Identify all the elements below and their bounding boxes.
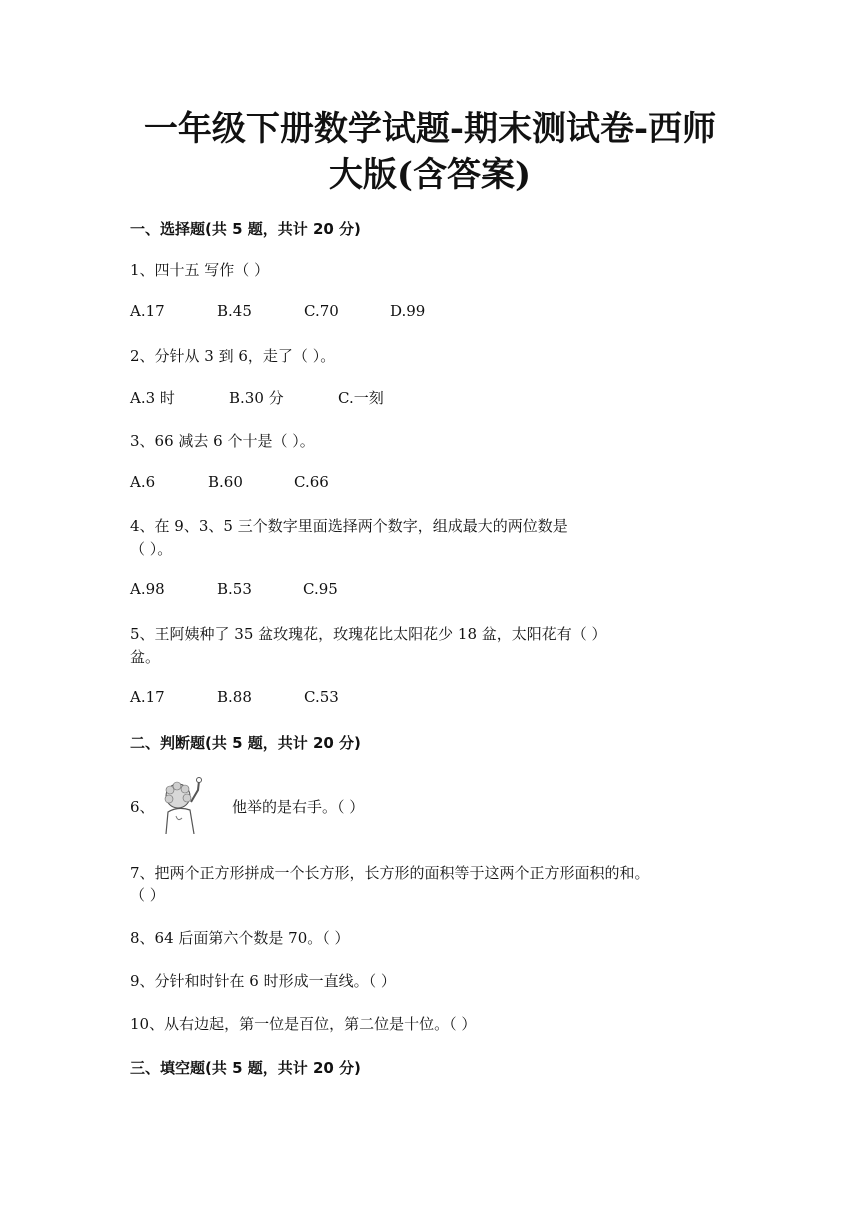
question-4: 4、在 9、3、5 三个数字里面选择两个数字，组成最大的两位数是 <box>130 517 568 535</box>
section-heading-choice: 一、选择题(共 5 题，共计 20 分) <box>130 220 361 238</box>
option: C.95 <box>303 580 338 598</box>
section-heading-judge: 二、判断题(共 5 题，共计 20 分) <box>130 734 361 752</box>
question-5: 5、王阿姨种了 35 盆玫瑰花，玫瑰花比太阳花少 18 盆，太阳花有（ ） <box>130 625 607 643</box>
question-8: 8、64 后面第六个数是 70。（ ） <box>130 929 350 947</box>
option: D.99 <box>390 302 426 320</box>
option: B.53 <box>217 580 252 598</box>
option: B.60 <box>208 473 243 491</box>
option: C.66 <box>294 473 329 491</box>
options-1 <box>130 302 425 320</box>
option: C.53 <box>304 688 339 706</box>
section-heading-fill: 三、填空题(共 5 题，共计 20 分) <box>130 1059 361 1077</box>
option: A.17 <box>130 688 165 706</box>
option: C.70 <box>304 302 339 320</box>
option: B.45 <box>217 302 252 320</box>
options-3 <box>130 473 329 491</box>
options-4 <box>130 580 338 598</box>
question-3: 3、66 减去 6 个十是（ ）。 <box>130 432 315 450</box>
option: A.98 <box>130 580 165 598</box>
question-6: 他举的是右手。（ ） <box>232 798 365 816</box>
option: A.6 <box>130 473 156 491</box>
child-raising-hand-illustration <box>158 776 208 834</box>
options-2 <box>130 387 384 408</box>
question-1: 1、四十五 写作（ ） <box>130 261 270 279</box>
question-2: 2、分针从 3 到 6，走了（ ）。 <box>130 347 336 365</box>
question-7-cont: （ ） <box>130 886 165 904</box>
options-5 <box>130 688 339 706</box>
option: C.一刻 <box>338 389 384 407</box>
question-9: 9、分针和时针在 6 时形成一直线。（ ） <box>130 972 396 990</box>
question-6-number: 6、 <box>130 798 155 816</box>
question-4-cont: （ ）。 <box>130 540 173 558</box>
option: B.88 <box>217 688 252 706</box>
doc-title-line1: 一年级下册数学试题-期末测试卷-西师 <box>143 109 717 149</box>
question-5-cont: 盆。 <box>130 648 161 666</box>
question-7: 7、把两个正方形拼成一个长方形，长方形的面积等于这两个正方形面积的和。 <box>130 864 650 882</box>
option: A.3 时 <box>130 389 175 407</box>
question-10: 10、从右边起，第一位是百位，第二位是十位。（ ） <box>130 1015 477 1033</box>
option: B.30 分 <box>229 389 284 407</box>
doc-title-line2: 大版(含答案) <box>328 155 532 195</box>
option: A.17 <box>130 302 165 320</box>
